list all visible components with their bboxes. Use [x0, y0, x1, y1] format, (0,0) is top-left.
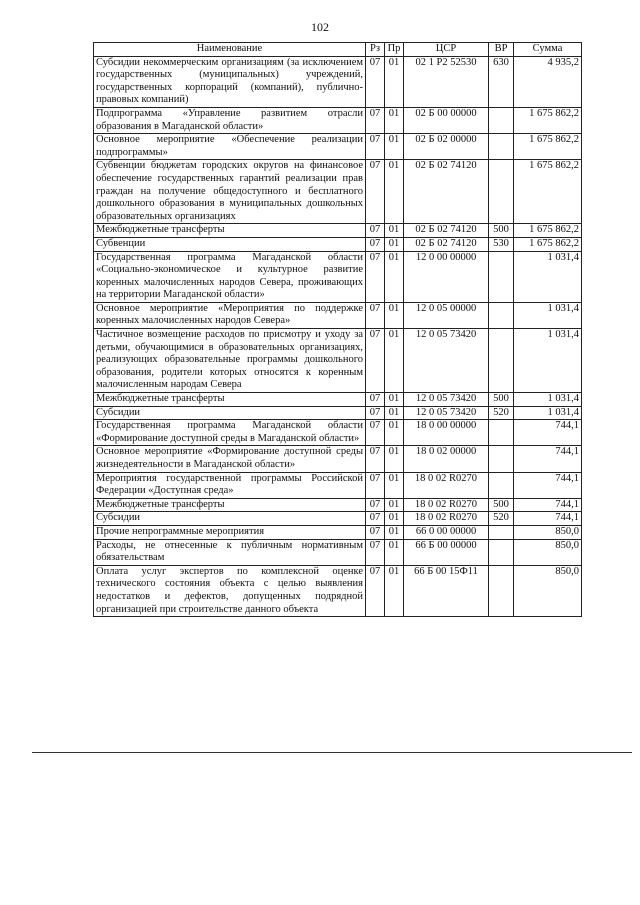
cell-sum: 744,1: [514, 512, 582, 526]
cell-rz: 07: [366, 525, 385, 539]
cell-vr: [489, 446, 514, 472]
cell-name: Государственная программа Магаданской области «Формирование доступной среды в Магаданской области»: [94, 420, 366, 446]
cell-name: Расходы, не отнесенные к публичным нормативным обязательствам: [94, 539, 366, 565]
cell-sum: 1 675 862,2: [514, 107, 582, 133]
cell-csr: 66 Б 00 00000: [404, 539, 489, 565]
cell-name: Межбюджетные трансферты: [94, 393, 366, 407]
cell-vr: 500: [489, 393, 514, 407]
header-rz: Рз: [366, 43, 385, 57]
header-name: Наименование: [94, 43, 366, 57]
table-row: [94, 224, 582, 238]
cell-rz: 07: [366, 420, 385, 446]
table-row: [94, 237, 582, 251]
cell-sum: 1 675 862,2: [514, 160, 582, 224]
cell-name: Основное мероприятие «Мероприятия по поддержке коренных малочисленных народов Севера»: [94, 302, 366, 328]
cell-csr: 18 0 00 00000: [404, 420, 489, 446]
cell-rz: 07: [366, 393, 385, 407]
header-sum: Сумма: [514, 43, 582, 57]
cell-vr: 500: [489, 224, 514, 238]
cell-vr: [489, 107, 514, 133]
cell-csr: 18 0 02 R0270: [404, 512, 489, 526]
cell-vr: [489, 525, 514, 539]
cell-csr: 02 1 Р2 52530: [404, 56, 489, 107]
cell-name: Прочие непрограммные мероприятия: [94, 525, 366, 539]
cell-sum: 850,0: [514, 539, 582, 565]
cell-csr: 02 Б 02 74120: [404, 224, 489, 238]
cell-pr: 01: [385, 406, 404, 420]
cell-pr: 01: [385, 498, 404, 512]
table-row: [94, 512, 582, 526]
cell-vr: 520: [489, 512, 514, 526]
cell-pr: 01: [385, 512, 404, 526]
table-row: [94, 472, 582, 498]
cell-rz: 07: [366, 160, 385, 224]
cell-rz: 07: [366, 565, 385, 616]
cell-name: Субвенции: [94, 237, 366, 251]
cell-vr: 500: [489, 498, 514, 512]
table-row: [94, 56, 582, 107]
table-row: [94, 498, 582, 512]
cell-sum: 1 675 862,2: [514, 224, 582, 238]
cell-name: Субвенции бюджетам городских округов на финансовое обеспечение государственных гарантий реализации прав граждан на получение общедоступного и бесплатного дошкольного образования в муниципальных дошкольных образовательных организациях: [94, 160, 366, 224]
cell-vr: 530: [489, 237, 514, 251]
cell-csr: 12 0 00 00000: [404, 251, 489, 302]
cell-csr: 12 0 05 73420: [404, 406, 489, 420]
cell-sum: 744,1: [514, 420, 582, 446]
header-csr: ЦСР: [404, 43, 489, 57]
cell-csr: 18 0 02 R0270: [404, 472, 489, 498]
cell-vr: [489, 302, 514, 328]
cell-name: Межбюджетные трансферты: [94, 498, 366, 512]
cell-csr: 02 Б 02 00000: [404, 134, 489, 160]
cell-sum: 1 031,4: [514, 393, 582, 407]
cell-pr: 01: [385, 446, 404, 472]
cell-csr: 02 Б 00 00000: [404, 107, 489, 133]
header-vr: ВР: [489, 43, 514, 57]
cell-pr: 01: [385, 472, 404, 498]
cell-vr: 630: [489, 56, 514, 107]
cell-vr: [489, 160, 514, 224]
cell-sum: 1 675 862,2: [514, 237, 582, 251]
cell-name: Межбюджетные трансферты: [94, 224, 366, 238]
cell-csr: 66 Б 00 15Ф11: [404, 565, 489, 616]
cell-csr: 12 0 05 00000: [404, 302, 489, 328]
cell-name: Субсидии: [94, 406, 366, 420]
cell-sum: 744,1: [514, 446, 582, 472]
cell-name: Частичное возмещение расходов по присмотру и уходу за детьми, обучающимися в образовательных организациях, реализующих образовательные программы дошкольного образования, родители которых относятся к коренным малочисленным народам Севера: [94, 329, 366, 393]
cell-rz: 07: [366, 512, 385, 526]
table-row: [94, 329, 582, 393]
cell-vr: [489, 329, 514, 393]
cell-name: Оплата услуг экспертов по комплексной оценке технического состояния объекта с целью выявления недостатков и дефектов, допущенных подрядной организацией при строительстве данного объекта: [94, 565, 366, 616]
table-row: [94, 251, 582, 302]
cell-pr: 01: [385, 539, 404, 565]
cell-pr: 01: [385, 420, 404, 446]
cell-sum: 1 031,4: [514, 329, 582, 393]
cell-rz: 07: [366, 446, 385, 472]
cell-vr: [489, 134, 514, 160]
cell-csr: 12 0 05 73420: [404, 329, 489, 393]
cell-sum: 1 031,4: [514, 251, 582, 302]
cell-sum: 744,1: [514, 498, 582, 512]
budget-table: [93, 42, 582, 617]
cell-pr: 01: [385, 160, 404, 224]
cell-csr: 18 0 02 00000: [404, 446, 489, 472]
cell-pr: 01: [385, 329, 404, 393]
cell-csr: 18 0 02 R0270: [404, 498, 489, 512]
cell-pr: 01: [385, 224, 404, 238]
cell-rz: 07: [366, 237, 385, 251]
table-row: [94, 446, 582, 472]
table-row: [94, 565, 582, 616]
cell-name: Основное мероприятие «Формирование доступной среды жизнедеятельности в Магаданской области»: [94, 446, 366, 472]
cell-rz: 07: [366, 406, 385, 420]
cell-sum: 850,0: [514, 565, 582, 616]
cell-rz: 07: [366, 498, 385, 512]
cell-name: Подпрограмма «Управление развитием отрасли образования в Магаданской области»: [94, 107, 366, 133]
cell-pr: 01: [385, 565, 404, 616]
cell-name: Основное мероприятие «Обеспечение реализации подпрограммы»: [94, 134, 366, 160]
cell-rz: 07: [366, 56, 385, 107]
table-row: [94, 420, 582, 446]
cell-name: Субсидии: [94, 512, 366, 526]
cell-name: Субсидии некоммерческим организациям (за исключением государственных (муниципальных) учреждений, государственных корпораций (компаний), публично-правовых компаний): [94, 56, 366, 107]
cell-rz: 07: [366, 329, 385, 393]
cell-csr: 02 Б 02 74120: [404, 237, 489, 251]
table-body: [94, 56, 582, 617]
table-row: [94, 160, 582, 224]
cell-vr: [489, 251, 514, 302]
cell-pr: 01: [385, 393, 404, 407]
table-row: [94, 302, 582, 328]
cell-vr: [489, 539, 514, 565]
table-row: [94, 406, 582, 420]
cell-sum: 850,0: [514, 525, 582, 539]
cell-csr: 02 Б 02 74120: [404, 160, 489, 224]
cell-name: Мероприятия государственной программы Российской Федерации «Доступная среда»: [94, 472, 366, 498]
page-number: 102: [311, 20, 329, 34]
cell-pr: 01: [385, 525, 404, 539]
cell-sum: 1 675 862,2: [514, 134, 582, 160]
cell-vr: [489, 472, 514, 498]
cell-csr: 12 0 05 73420: [404, 393, 489, 407]
cell-rz: 07: [366, 224, 385, 238]
header-pr: Пр: [385, 43, 404, 57]
cell-pr: 01: [385, 107, 404, 133]
cell-vr: [489, 565, 514, 616]
footer-divider: [32, 752, 632, 753]
cell-pr: 01: [385, 302, 404, 328]
cell-sum: 1 031,4: [514, 406, 582, 420]
cell-rz: 07: [366, 302, 385, 328]
cell-sum: 1 031,4: [514, 302, 582, 328]
table-row: [94, 539, 582, 565]
cell-sum: 744,1: [514, 472, 582, 498]
table-row: [94, 107, 582, 133]
cell-rz: 07: [366, 251, 385, 302]
cell-vr: [489, 420, 514, 446]
table-row: [94, 393, 582, 407]
cell-csr: 66 0 00 00000: [404, 525, 489, 539]
table-row: [94, 134, 582, 160]
cell-rz: 07: [366, 107, 385, 133]
cell-pr: 01: [385, 237, 404, 251]
table-row: [94, 525, 582, 539]
cell-pr: 01: [385, 134, 404, 160]
cell-pr: 01: [385, 251, 404, 302]
table-header-row: [94, 43, 582, 57]
cell-sum: 4 935,2: [514, 56, 582, 107]
cell-rz: 07: [366, 539, 385, 565]
cell-name: Государственная программа Магаданской области «Социально-экономическое и культурное развитие коренных малочисленных народов Севера, проживающих на территории Магаданской области»: [94, 251, 366, 302]
cell-rz: 07: [366, 472, 385, 498]
cell-vr: 520: [489, 406, 514, 420]
cell-rz: 07: [366, 134, 385, 160]
cell-pr: 01: [385, 56, 404, 107]
